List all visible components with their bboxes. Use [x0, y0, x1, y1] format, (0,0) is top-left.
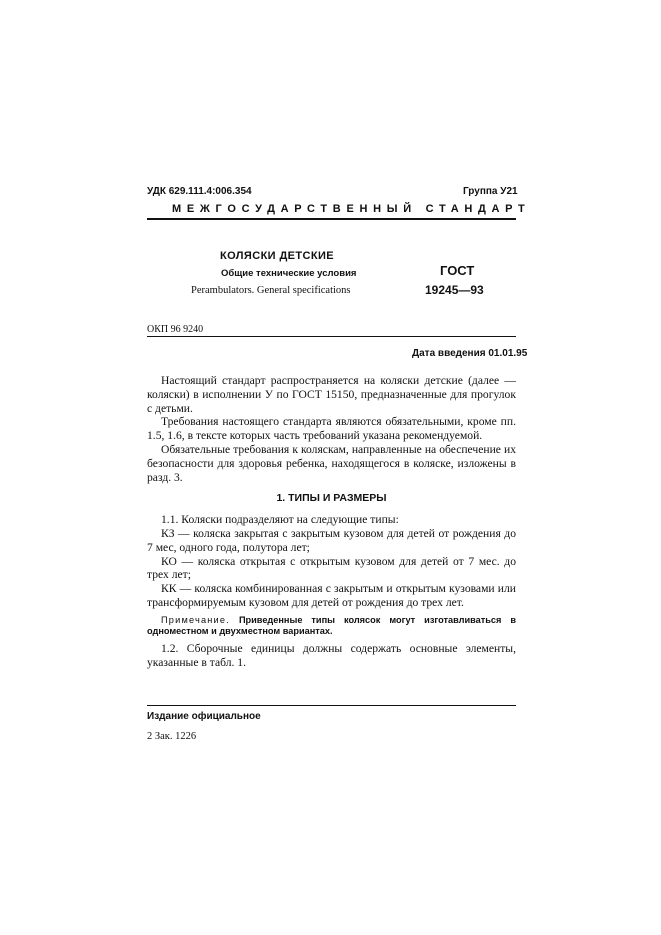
note-text: Приведенные типы колясок могут изготавливаться в одноместном и двухместном вариантах.: [147, 614, 516, 637]
gost-label: ГОСТ: [440, 263, 475, 278]
type-kk: КК — коляска комбинированная с закрытым и открытым кузовами или трансформируемым кузовом для детей от рождения до трех лет.: [147, 582, 516, 609]
footer-rule: [147, 705, 516, 706]
intro-paragraph-1: Настоящий стандарт распространяется на коляски детские (далее — коляски) в исполнении У по ГОСТ 15150, предназначенные для прогулок с детьми.: [147, 374, 516, 415]
effective-date: Дата введения 01.01.95: [412, 348, 528, 359]
english-title: Perambulators. General specifications: [191, 285, 351, 296]
note: [147, 615, 516, 638]
group-code: Группа У21: [463, 186, 518, 197]
okp-code: ОКП 96 9240: [147, 324, 204, 335]
note-label: Примечание.: [161, 614, 230, 625]
udk-code: УДК 629.111.4:006.354: [147, 186, 252, 197]
gost-number: 19245—93: [425, 283, 484, 297]
intro-paragraph-2: Требования настоящего стандарта являются обязательными, кроме пп. 1.5, 1.6, в тексте которых часть требований указана рекомендуемой.: [147, 415, 516, 443]
main-text: [147, 374, 516, 669]
document-subtitle: Общие технические условия: [221, 268, 357, 279]
intro-paragraph-3: Обязательные требования к коляскам, направленные на обеспечение их безопасности для здоровья ребенка, находящегося в коляске, изложены в разд. 3.: [147, 442, 516, 484]
okp-rule: [147, 336, 516, 337]
header-rule: [147, 218, 516, 220]
section-1-heading: 1. ТИПЫ И РАЗМЕРЫ: [276, 492, 387, 505]
order-number: 2 Зак. 1226: [147, 731, 197, 742]
clause-1-2: 1.2. Сборочные единицы должны содержать основные элементы, указанные в табл. 1.: [147, 641, 516, 669]
document-title: КОЛЯСКИ ДЕТСКИЕ: [220, 250, 335, 262]
type-kz: КЗ — коляска закрытая с закрытым кузовом для детей от рождения до 7 мес, одного года, полутора лет;: [147, 526, 516, 554]
official-edition: Издание официальное: [147, 711, 261, 722]
type-ko: КО — коляска открытая с открытым кузовом для детей от 7 мес. до трех лет;: [147, 554, 516, 582]
clause-1-1: 1.1. Коляски подразделяют на следующие типы:: [161, 513, 399, 527]
interstate-standard-heading: МЕЖГОСУДАРСТВЕННЫЙ СТАНДАРТ: [172, 203, 531, 215]
